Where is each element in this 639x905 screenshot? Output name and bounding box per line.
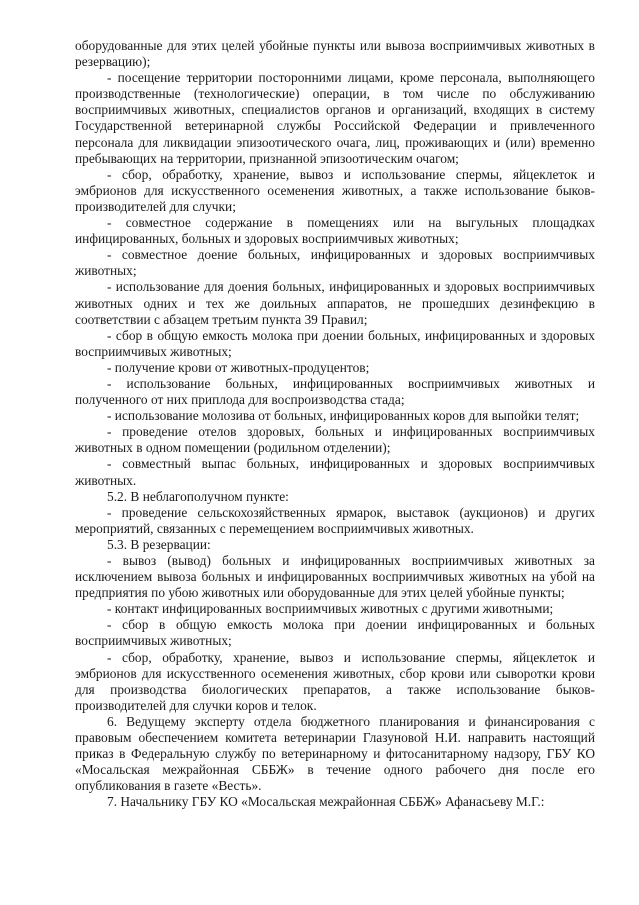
document-body (75, 38, 595, 811)
paragraph-continuation: оборудованные для этих целей убойные пункты или вывоза восприимчивых животных в резервацию); (75, 38, 595, 70)
list-item: - сбор, обработку, хранение, вывоз и использование спермы, яйцеклеток и эмбрионов для искусственного осеменения животных, сбор крови или сыворотки крови для производства биологических препаратов, а также использование быков-производителей для случки коров и телок. (75, 649, 595, 713)
list-item: - совместное содержание в помещениях или на выгульных площадках инфицированных, больных и здоровых восприимчивых животных; (75, 215, 595, 247)
list-item: - получение крови от животных-продуцентов; (107, 359, 370, 375)
list-item: - контакт инфицированных восприимчивых животных с другими животными; (107, 601, 554, 617)
list-item: - сбор, обработку, хранение, вывоз и использование спермы, яйцеклеток и эмбрионов для искусственного осеменения животных, а также использование быков-производителей для случки; (75, 166, 595, 214)
list-item: - посещение территории посторонними лицами, кроме персонала, выполняющего производственные (технологические) операции, в том числе по обслуживанию восприимчивых животных, специалистов органов и организаций, входящих в систему Государственной ветеринарной службы Российской Федерации и привлеченного персонала для ликвидации эпизоотического очага, лиц, проживающих и (или) временно пребывающих на территории, признанной эпизоотическим очагом; (75, 70, 595, 166)
list-item: - использование для доения больных, инфицированных и здоровых восприимчивых животных одних и тех же доильных аппаратов, не прошедших дезинфекцию в соответствии с абзацем третьим пункта 39 Правил; (75, 279, 595, 327)
list-item: - использование молозива от больных, инфицированных коров для выпойки телят; (107, 408, 580, 424)
list-item: - совместное доение больных, инфицированных и здоровых восприимчивых животных; (75, 247, 595, 279)
section-paragraph-6: 6. Ведущему эксперту отдела бюджетного планирования и финансирования с правовым обеспечением комитета ветеринарии Глазуновой Н.И. направить настоящий приказ в Федеральную службу по ветеринарному и фитосанитарному надзору, ГБУ КО «Мосальская межрайонная СББЖ» в течение одного рабочего дня после его опубликования в газете «Весть». (75, 713, 595, 794)
list-item: - вывоз (вывод) больных и инфицированных восприимчивых животных за исключением вывоза больных и инфицированных восприимчивых животных на убой на предприятия по убою животных или оборудованные для этих целей убойные пункты; (75, 553, 595, 601)
section-heading-5-3: 5.3. В резервации: (107, 536, 211, 552)
list-item: - совместный выпас больных, инфицированных и здоровых восприимчивых животных. (75, 456, 595, 488)
list-item: - сбор в общую емкость молока при доении больных, инфицированных и здоровых восприимчивых животных; (75, 327, 595, 359)
section-paragraph-7: 7. Начальнику ГБУ КО «Мосальская межрайонная СББЖ» Афанасьеву М.Г.: (107, 794, 545, 810)
section-heading-5-2: 5.2. В неблагополучном пункте: (107, 488, 289, 504)
list-item: - сбор в общую емкость молока при доении инфицированных и больных восприимчивых животных; (75, 617, 595, 649)
list-item: - использование больных, инфицированных восприимчивых животных и полученного от них приплода для воспроизводства стада; (75, 375, 595, 408)
list-item: - проведение сельскохозяйственных ярмарок, выставок (аукционов) и других мероприятий, связанных с перемещением восприимчивых животных. (75, 504, 595, 536)
list-item: - проведение отелов здоровых, больных и инфицированных восприимчивых животных в одном помещении (родильном отделении); (75, 424, 595, 456)
